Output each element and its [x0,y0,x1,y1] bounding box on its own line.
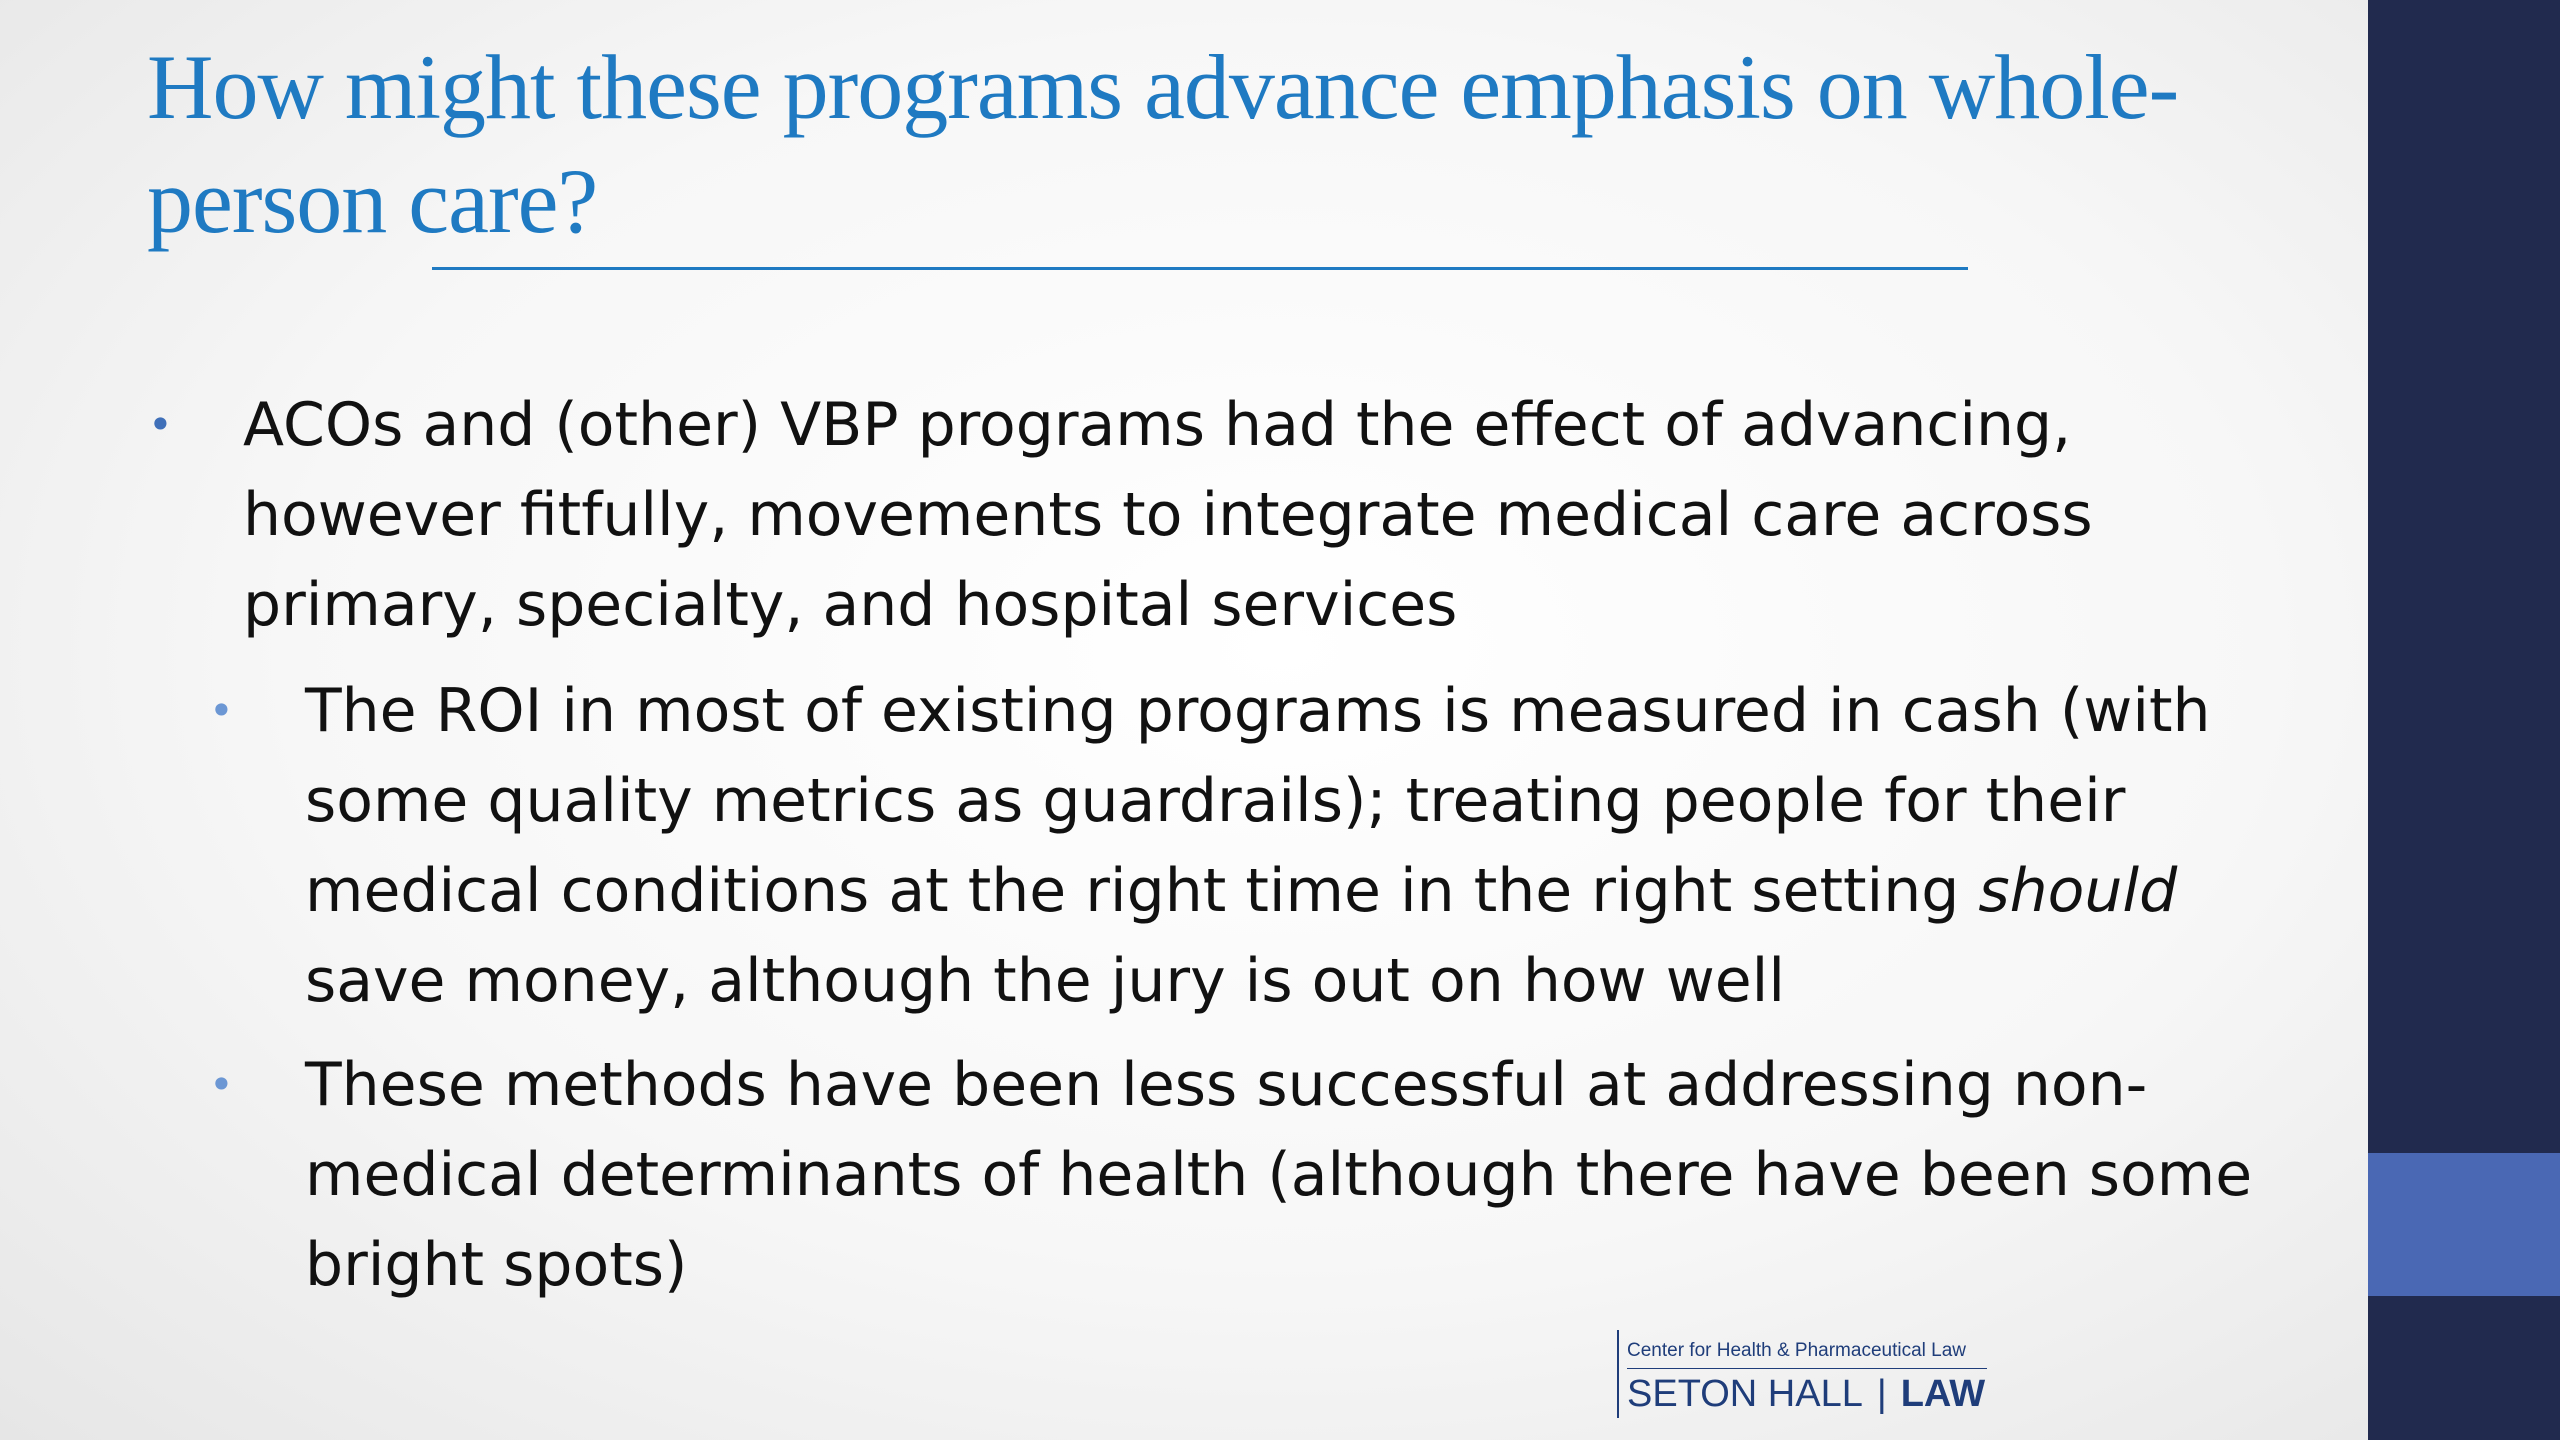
logo-bar [1617,1330,1619,1418]
logo-suffix: LAW [1900,1373,1986,1415]
emphasis-text: should [1978,856,2178,926]
sub-bullet-icon: • [209,686,234,735]
bullet-icon: • [148,400,173,449]
sidebar-accent-block [2368,1153,2560,1296]
slide-title: How might these programs advance emphasis on whole-person care? [147,36,2179,252]
logo-underline [1627,1368,1987,1369]
sub-bullet-item [0,666,2300,1026]
slide-body [0,380,2300,1310]
bullet-item [0,380,2300,650]
seton-hall-law-logo [1617,1330,1997,1420]
sub-bullet-text: These methods have been less successful at addressing non-medical determinants of health (although there have been some bright spots) [305,1050,2253,1300]
sub-bullet-icon: • [209,1060,234,1109]
logo-subtitle: Center for Health & Pharmaceutical Law [1627,1340,1966,1361]
title-underline [432,267,1968,270]
sub-bullet-text-end: save money, although the jury is out on how well [305,946,1786,1016]
logo-wordmark [1627,1372,1985,1416]
sub-bullet-text [305,666,2265,1026]
sub-bullet-text-start: The ROI in most of existing programs is measured in cash (with some quality metrics as guardrails); treating people for their medical conditions at the right time in the right setting [305,676,2211,926]
bullet-text: ACOs and (other) VBP programs had the effect of advancing, however fitfully, movements to integrate medical care across primary, specialty, and hospital services [243,390,2093,640]
sub-bullet-item [0,1040,2300,1310]
logo-name: SETON HALL [1627,1373,1863,1415]
logo-separator: | [1876,1373,1887,1415]
